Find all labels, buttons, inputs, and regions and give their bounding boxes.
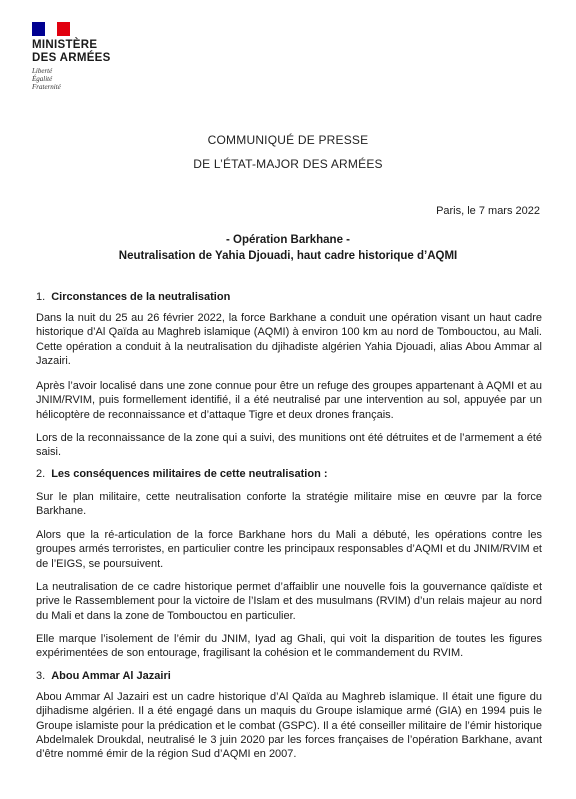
motto-egalite: Égalité	[32, 75, 53, 83]
section-heading-2	[36, 468, 328, 480]
paragraph: Après l’avoir localisé dans une zone connue pour être un refuge des groupes appartenant à AQMI et au JNIM/RVIM, puis formellement identifié, il a été neutralisé par une intervention au sol, appuyée par un hélicoptère de reconnaissance et d’attaque Tigre et deux drones français.	[36, 380, 542, 421]
section-number: 3.	[36, 670, 46, 682]
paragraph: Elle marque l’isolement de l’émir du JNIM, Iyad ag Ghali, qui voit la disparition de toutes les figures expérimentées de son entourage, fragilisant la cohésion et le commandement du RVIM.	[36, 633, 542, 660]
section-title: Les conséquences militaires de cette neutralisation :	[51, 468, 328, 480]
ministry-logo	[32, 22, 152, 91]
paragraph: Lors de la reconnaissance de la zone qui a suivi, des munitions ont été détruites et de l’armement a été saisi.	[36, 432, 542, 459]
section-heading-1	[36, 291, 230, 303]
document-date: Paris, le 7 mars 2022	[436, 205, 540, 217]
motto-fraternite: Fraternité	[32, 83, 61, 91]
operation-name: - Opération Barkhane -	[226, 234, 350, 246]
document-title-line2: DE L’ÉTAT-MAJOR DES ARMÉES	[193, 157, 383, 171]
motto	[32, 67, 152, 91]
document-title-line1: COMMUNIQUÉ DE PRESSE	[207, 133, 369, 147]
section-title: Abou Ammar Al Jazairi	[51, 670, 171, 682]
section-number: 2.	[36, 468, 46, 480]
ministry-name-line1: MINISTÈRE	[32, 39, 98, 51]
paragraph: Abou Ammar Al Jazairi est un cadre historique d’Al Qaïda au Maghreb islamique. Il était une figure du djihadisme algérien. Il a été engagé dans un maquis du Groupe islamique armé (GIA) en 1994 puis le Groupe islamiste pour la prédication et le combat (GSPC). Il a été conseiller militaire de l’émir historique Abdelmalek Droukdal, neutralisé le 3 juin 2020 par les forces françaises de l’opération Barkhane, avant d’être nommé émir de la région Sud d’AQMI en 2007.	[36, 691, 542, 761]
paragraph: Dans la nuit du 25 au 26 février 2022, la force Barkhane a conduit une opération visant un haut cadre historique d’Al Qaïda au Maghreb islamique (AQMI) à environ 100 km au nord de Tombouctou, au Mali. Cette opération a conduit à la neutralisation du djihadiste algérien Yahia Djouadi, alias Abou Ammar al Jazairi.	[36, 312, 542, 367]
ministry-name-line2: DES ARMÉES	[32, 52, 111, 64]
paragraph: Alors que la ré-articulation de la force Barkhane hors du Mali a débuté, les opérations contre les groupes armés terroristes, en particulier contre les principaux responsables d’AQMI et du JNIM/RVIM et de l’EIGS, se poursuivent.	[36, 529, 542, 570]
paragraph: La neutralisation de ce cadre historique permet d’affaiblir une nouvelle fois la gouvernance qaïdiste et prive le Rassemblement pour la victoire de l’Islam et des musulmans (RVIM) d’un relais majeur au nord du Mali et dans la zone de Tombouctou en particulier.	[36, 581, 542, 622]
paragraph: Sur le plan militaire, cette neutralisation conforte la stratégie militaire mise en œuvre par la force Barkhane.	[36, 491, 542, 518]
operation-headline: Neutralisation de Yahia Djouadi, haut cadre historique d’AQMI	[118, 250, 458, 262]
section-heading-3	[36, 670, 171, 682]
section-number: 1.	[36, 291, 46, 303]
motto-liberte: Liberté	[32, 67, 53, 75]
french-flag-icon	[32, 22, 70, 36]
section-title: Circonstances de la neutralisation	[51, 291, 231, 303]
